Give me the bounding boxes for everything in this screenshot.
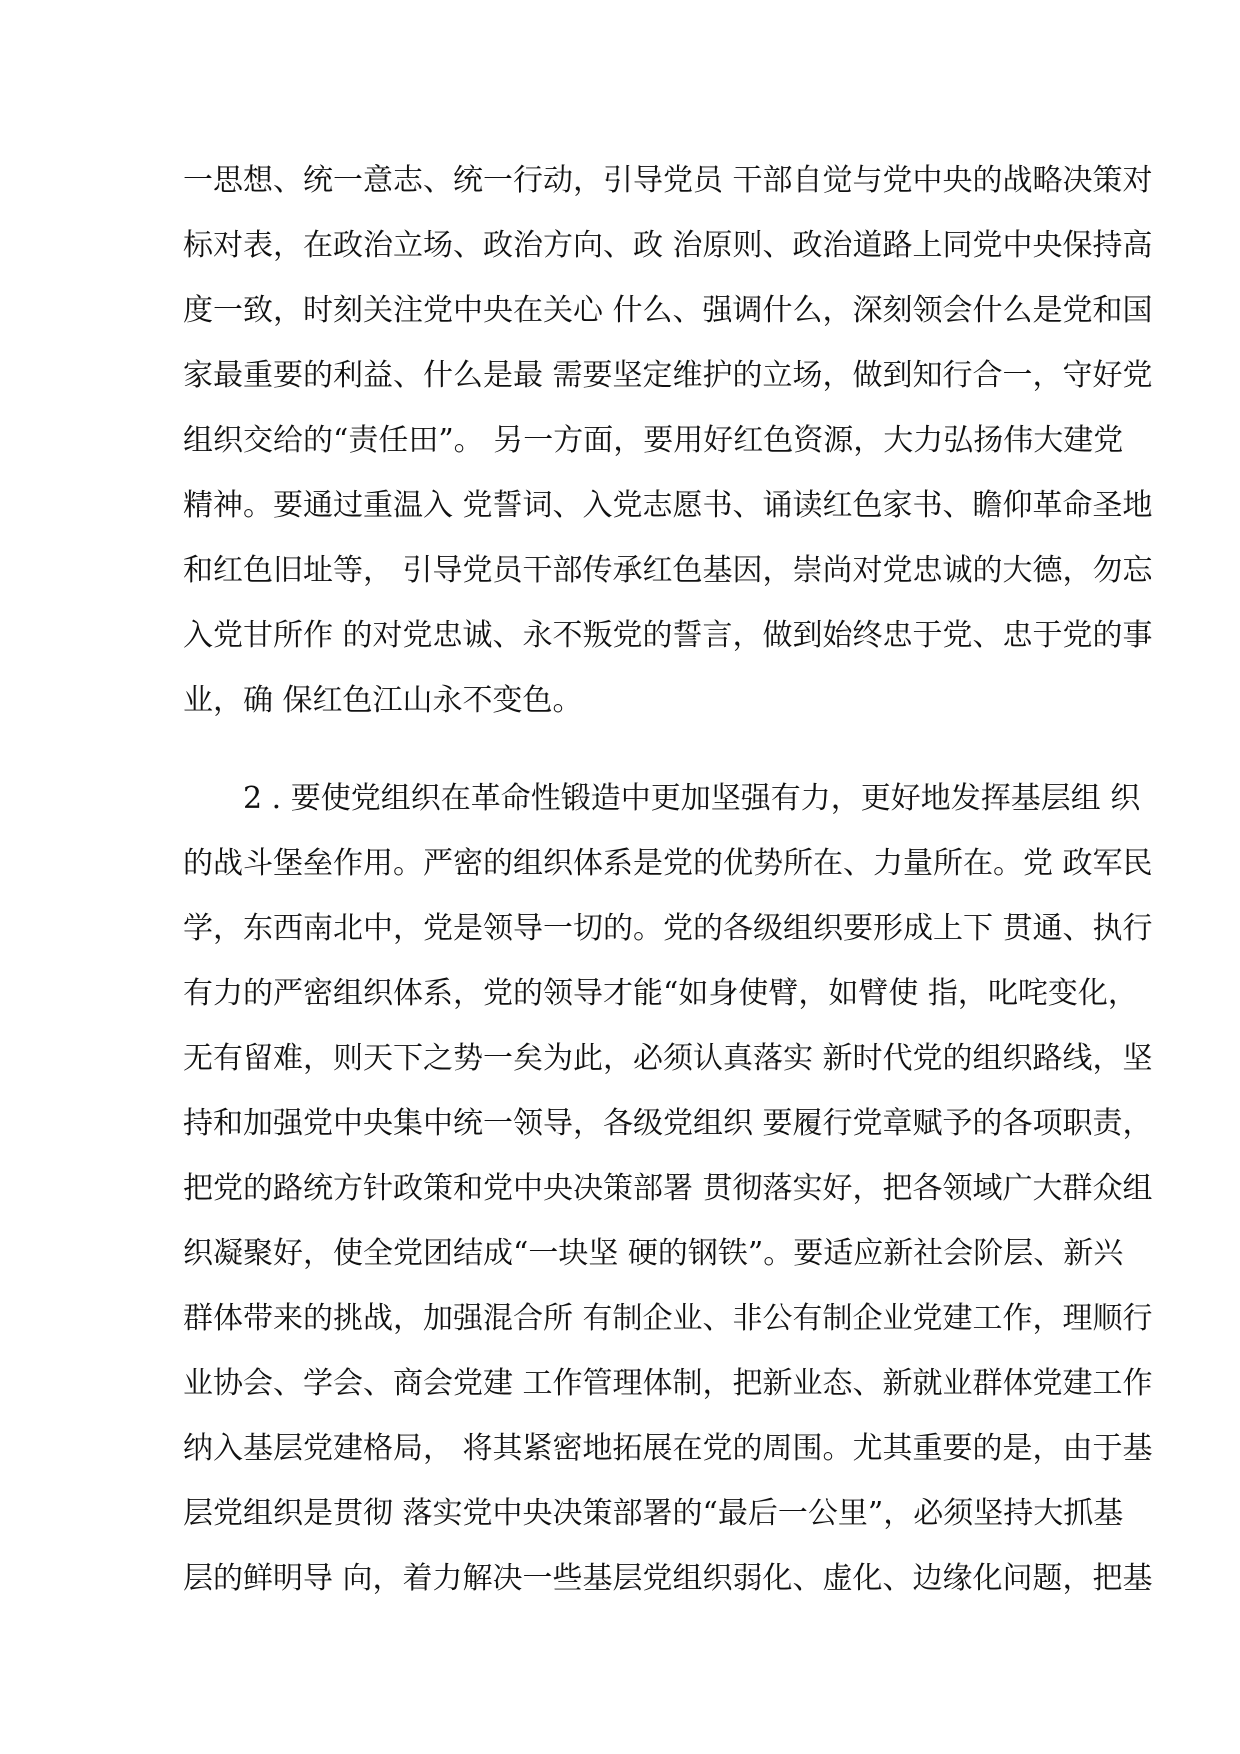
paragraph-line: 度一致，时刻关注党中央在关心 什么、强调什么，深刻领会什么是党和国 xyxy=(183,293,1153,328)
paragraph-line: 2 . 要使党组织在革命性锻造中更加坚强有力，更好地发挥基层组 织 xyxy=(183,781,1141,816)
paragraph-line: 纳入基层党建格局， 将其紧密地拓展在党的周围。尤其重要的是，由于基 xyxy=(183,1431,1153,1466)
paragraph-line: 织凝聚好，使全党团结成“一块坚 硬的钢铁”。要适应新社会阶层、新兴 xyxy=(183,1236,1124,1271)
paragraph-line: 层党组织是贯彻 落实党中央决策部署的“最后一公里”，必须坚持大抓基 xyxy=(183,1496,1124,1531)
paragraph-line: 和红色旧址等， 引导党员干部传承红色基因，崇尚对党忠诚的大德，勿忘 xyxy=(183,553,1153,588)
paragraph-line: 的战斗堡垒作用。严密的组织体系是党的优势所在、力量所在。党 政军民 xyxy=(183,846,1153,881)
paragraph-2 xyxy=(183,766,1153,1611)
paragraph-line: 标对表，在政治立场、政治方向、政 治原则、政治道路上同党中央保持高 xyxy=(183,228,1153,263)
paragraph-line: 一思想、统一意志、统一行动，引导党员 干部自觉与党中央的战略决策对 xyxy=(183,163,1153,198)
paragraph-line: 学，东西南北中，党是领导一切的。党的各级组织要形成上下 贯通、执行 xyxy=(183,911,1153,946)
paragraph-line: 组织交给的“责任田”。 另一方面，要用好红色资源，大力弘扬伟大建党 xyxy=(183,423,1124,458)
paragraph-1 xyxy=(183,148,1153,733)
paragraph-line: 无有留难，则天下之势一矣为此，必须认真落实 新时代党的组织路线，坚 xyxy=(183,1041,1153,1076)
paragraph-line: 业协会、学会、商会党建 工作管理体制，把新业态、新就业群体党建工作 xyxy=(183,1366,1153,1401)
paragraph-line: 有力的严密组织体系，党的领导才能“如身使臂，如臂使 指，叱咤变化， xyxy=(183,976,1138,1011)
paragraph-line: 业，确 保红色江山永不变色。 xyxy=(183,683,583,718)
paragraph-line: 精神。要通过重温入 党誓词、入党志愿书、诵读红色家书、瞻仰革命圣地 xyxy=(183,488,1153,523)
paragraph-line: 入党甘所作 的对党忠诚、永不叛党的誓言，做到始终忠于党、忠于党的事 xyxy=(183,618,1153,653)
paragraph-line: 层的鲜明导 向，着力解决一些基层党组织弱化、虚化、边缘化问题，把基 xyxy=(183,1561,1153,1596)
paragraph-line: 把党的路统方针政策和党中央决策部署 贯彻落实好，把各领域广大群众组 xyxy=(183,1171,1153,1206)
paragraph-line: 群体带来的挑战，加强混合所 有制企业、非公有制企业党建工作，理顺行 xyxy=(183,1301,1153,1336)
paragraph-line: 家最重要的利益、什么是最 需要坚定维护的立场，做到知行合一，守好党 xyxy=(183,358,1153,393)
paragraph-line: 持和加强党中央集中统一领导，各级党组织 要履行党章赋予的各项职责， xyxy=(183,1106,1153,1141)
